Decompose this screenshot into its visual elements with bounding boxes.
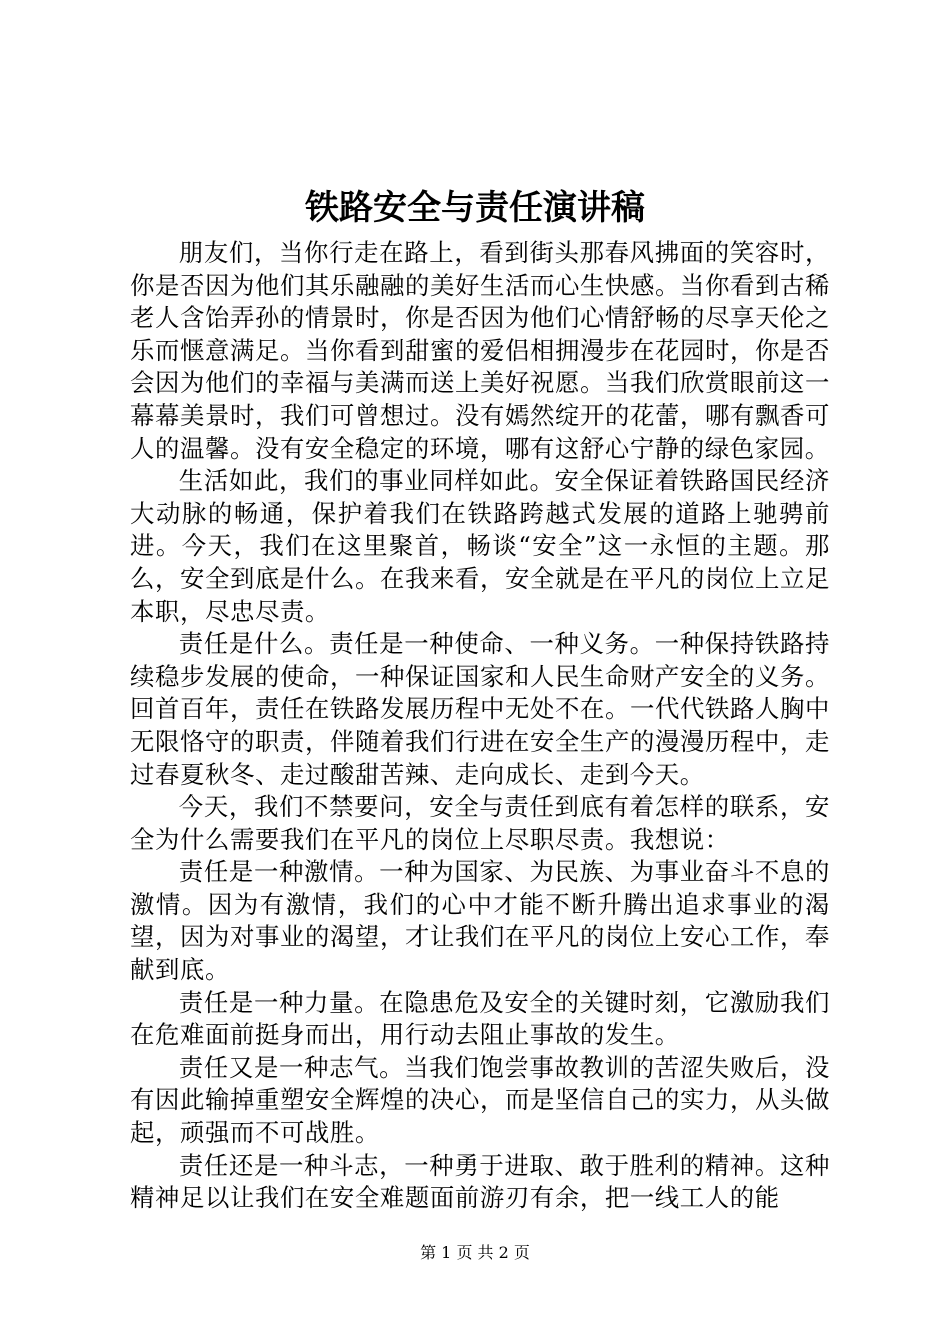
paragraph: 责任是一种力量。在隐患危及安全的关键时刻，它激励我们在危难面前挺身而出，用行动去阻止事故的发生。 [130,987,830,1050]
paragraph: 朋友们，当你行走在路上，看到街头那春风拂面的笑容时，你是否因为他们其乐融融的美好生活而心生快感。当你看到古稀老人含饴弄孙的情景时，你是否因为他们心情舒畅的尽享天伦之乐而惬意满足。当你看到甜蜜的爱侣相拥漫步在花园时，你是否会因为他们的幸福与美满而送上美好祝愿。当我们欣赏眼前这一幕幕美景时，我们可曾想过。没有嫣然绽开的花蕾，哪有飘香可人的温馨。没有安全稳定的环境，哪有这舒心宁静的绿色家园。 [130,238,830,463]
document-body [130,237,830,1215]
document-title: 铁路安全与责任演讲稿 [305,188,645,228]
paragraph: 责任还是一种斗志，一种勇于进取、敢于胜利的精神。这种精神足以让我们在安全难题面前游刃有余，把一线工人的能 [130,1150,830,1213]
paragraph: 责任是一种激情。一种为国家、为民族、为事业奋斗不息的激情。因为有激情，我们的心中才能不断升腾出追求事业的渴望，因为对事业的渴望，才让我们在平凡的岗位上安心工作，奉献到底。 [130,857,830,985]
paragraph: 今天，我们不禁要问，安全与责任到底有着怎样的联系，安全为什么需要我们在平凡的岗位上尽职尽责。我想说： [130,792,830,854]
paragraph: 生活如此，我们的事业同样如此。安全保证着铁路国民经济大动脉的畅通，保护着我们在铁路跨越式发展的道路上驰骋前进。今天，我们在这里聚首，畅谈“安全”这一永恒的主题。那么，安全到底是什么。在我来看，安全就是在平凡的岗位上立足本职，尽忠尽责。 [130,466,830,626]
paragraph: 责任又是一种志气。当我们饱尝事故教训的苦涩失败后，没有因此输掉重塑安全辉煌的决心，而是坚信自己的实力，从头做起，顽强而不可战胜。 [130,1052,830,1148]
page-number-footer: 第 1 页 共 2 页 [420,1243,530,1262]
paragraph: 责任是什么。责任是一种使命、一种义务。一种保持铁路持续稳步发展的使命，一种保证国家和人民生命财产安全的义务。回首百年，责任在铁路发展历程中无处不在。一代代铁路人胸中无限恪守的职责，伴随着我们行进在安全生产的漫漫历程中，走过春夏秋冬、走过酸甜苦辣、走向成长、走到今天。 [130,629,830,789]
